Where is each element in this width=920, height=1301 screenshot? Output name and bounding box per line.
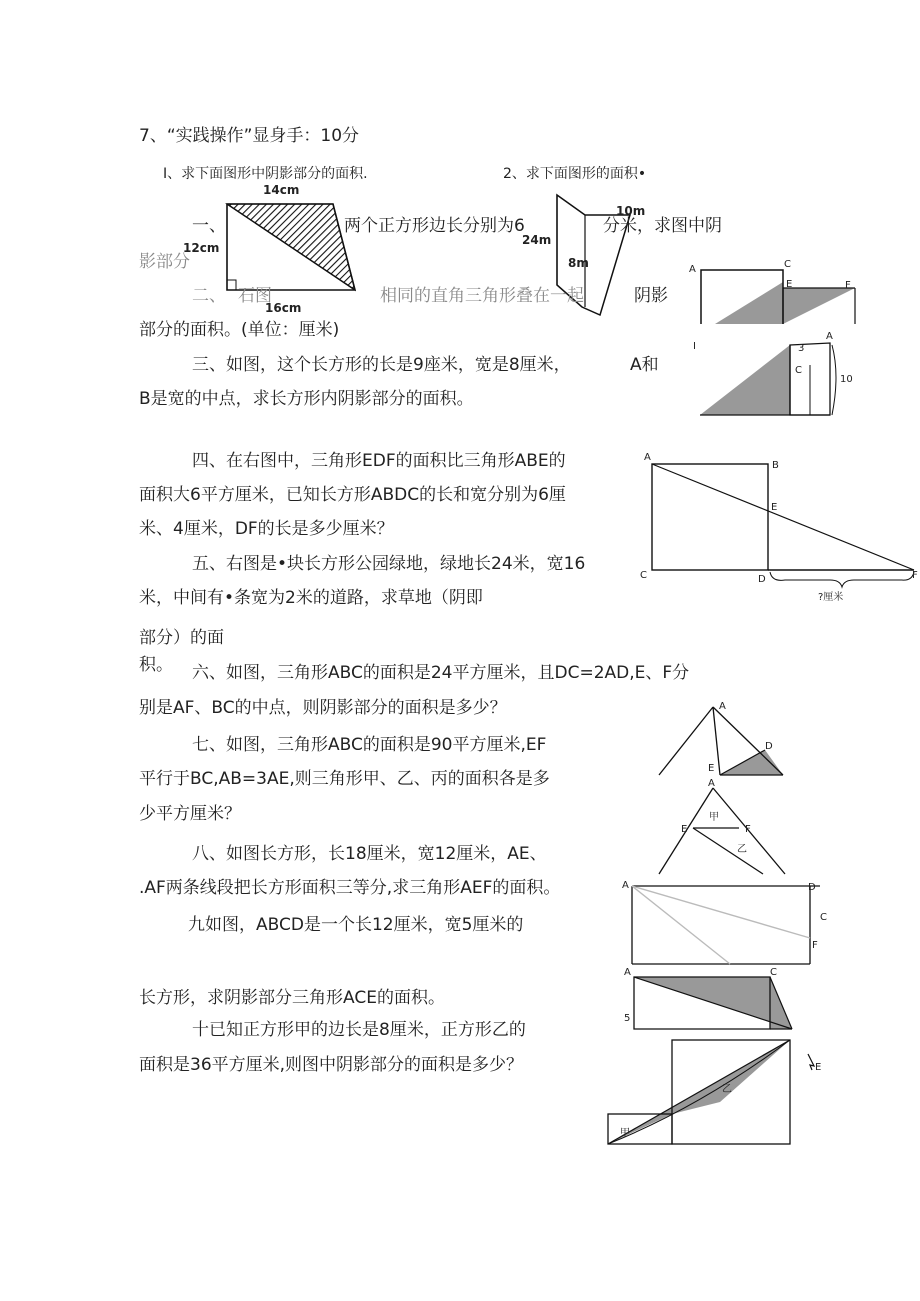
label-A7: A xyxy=(624,967,631,978)
subproblem-1-title: I、求下面图形中阴影部分的面积. xyxy=(163,166,368,182)
label-A3: A xyxy=(644,452,651,463)
label-F5: F xyxy=(745,824,751,835)
figure-rectangle-abdc xyxy=(640,450,920,605)
subproblem-2-title: 2、求下面图形的面积• xyxy=(503,166,647,182)
problem-2-line1-c: 相同的直角三角形叠在一起 xyxy=(380,286,584,306)
problem-7-line3: 少平方厘米？ xyxy=(139,804,241,824)
figure-triangle-jia-yi xyxy=(655,778,795,878)
figure-triangle-abc-6 xyxy=(655,695,805,785)
label-3: 3 xyxy=(798,343,805,354)
figure-rectangle-ace xyxy=(620,965,800,1035)
problem-7-line2: 平行于BC,AB=3AE,则三角形甲、乙、丙的面积各是多 xyxy=(139,769,550,789)
problem-4-line3: 米、4厘米，DF的长是多少厘米？ xyxy=(139,519,394,539)
label-A4: A xyxy=(719,701,726,712)
label-C3: C xyxy=(640,570,647,581)
problem-3-line2: B是宽的中点，求长方形内阴影部分的面积。 xyxy=(139,389,474,409)
shaded-triangle xyxy=(715,282,783,324)
problem-8-line1: 八、如图长方形，长18厘米，宽12厘米，AE、 xyxy=(192,844,547,864)
problem-6-line1: 六、如图，三角形ABC的面积是24平方厘米，且DC=2AD,E、F分 xyxy=(192,663,690,683)
label-F: F xyxy=(845,280,851,291)
problem-9-line1: 九如图，ABCD是一个长12厘米，宽5厘米的 xyxy=(188,915,524,935)
label-16cm: 16cm xyxy=(265,301,302,315)
label-A6: A xyxy=(622,880,629,891)
problem-7-line1: 七、如图，三角形ABC的面积是90平方厘米,EF xyxy=(192,735,547,755)
shaded-triangle-6 xyxy=(720,750,783,775)
label-D3: D xyxy=(758,574,766,585)
problem-10-line2: 面积是36平方厘米,则图中阴影部分的面积是多少？ xyxy=(139,1055,524,1075)
label-F3: F xyxy=(912,570,918,581)
problem-5-line1: 五、右图是•块长方形公园绿地，绿地长24米，宽16 xyxy=(192,554,586,574)
label-10: 10 xyxy=(840,374,853,385)
label-B3: B xyxy=(772,460,779,471)
shaded-region xyxy=(700,345,790,415)
problem-5-line4: 积。 xyxy=(139,655,173,675)
label-C7: C xyxy=(770,967,777,978)
label-yi: 乙 xyxy=(737,844,747,855)
label-12cm: 12cm xyxy=(183,241,220,255)
label-C2: C xyxy=(795,365,802,376)
figure-two-squares xyxy=(685,258,860,328)
problem-3-line1: 三、如图，这个长方形的长是9座米，宽是8厘米， xyxy=(192,355,571,375)
label-C6: C xyxy=(820,912,827,923)
problem-5-line2: 米，中间有•条宽为2米的道路，求草地（阴即 xyxy=(139,588,483,608)
figure-hatched-trapezoid xyxy=(183,180,375,320)
figure-overlapping-triangles xyxy=(690,331,860,430)
problem-1-line1-c: 分米，求图中阴 xyxy=(603,216,722,236)
problem-1-line2: 影部分 xyxy=(139,252,190,272)
figure-rectangle-trisected xyxy=(620,878,840,968)
figure-squares-jia-yi xyxy=(600,1032,830,1152)
problem-2-line2: 部分的面积。(单位：厘米) xyxy=(139,320,340,340)
label-D4: D xyxy=(765,741,773,752)
label-5: 5 xyxy=(624,1013,631,1024)
label-yi-10: 乙 xyxy=(722,1084,732,1095)
problem-1-line1-b: 两个正方形边长分别为6 xyxy=(344,216,525,236)
label-A5: A xyxy=(708,778,715,789)
label-E3: E xyxy=(771,502,778,513)
problem-3-line1-end: A和 xyxy=(630,355,659,375)
problem-5-line3: 部分）的面 xyxy=(139,628,224,648)
label-10m: 10m xyxy=(616,204,646,218)
label-E4: E xyxy=(708,763,715,774)
problem-6-line2: 别是AF、BC的中点，则阴影部分的面积是多少？ xyxy=(139,698,507,718)
label-A2: A xyxy=(826,331,833,342)
section-title: 7、“实践操作”显身手：10分 xyxy=(139,126,360,146)
problem-8-line2: .AF两条线段把长方形面积三等分,求三角形AEF的面积。 xyxy=(139,878,561,898)
label-question-cm: ?厘米 xyxy=(818,592,844,603)
label-C: C xyxy=(784,259,791,270)
label-D6: D xyxy=(808,882,816,893)
label-E5: E xyxy=(681,824,688,835)
label-F6: F xyxy=(812,940,818,951)
label-A: A xyxy=(689,264,696,275)
label-24m: 24m xyxy=(522,233,552,247)
problem-2-line1-b: 石图 xyxy=(238,286,272,306)
label-14cm: 14cm xyxy=(263,183,300,197)
problem-4-line2: 面积大6平方厘米，已知长方形ABDC的长和宽分别为6厘 xyxy=(139,485,566,505)
label-jia-10: 甲 xyxy=(620,1128,630,1139)
label-I: I xyxy=(693,341,696,352)
label-E10: E xyxy=(815,1062,822,1073)
label-8m: 8m xyxy=(568,256,589,270)
problem-9-line2: 长方形，求阴影部分三角形ACE的面积。 xyxy=(139,988,445,1008)
problem-2-line1-d: 阴影 xyxy=(634,286,668,306)
problem-1-line1-a: 一、 xyxy=(192,216,226,236)
problem-2-line1-a: 二、 xyxy=(192,286,226,306)
label-jia: 甲 xyxy=(709,812,719,823)
label-E: E xyxy=(786,279,793,290)
problem-10-line1: 十已知正方形甲的边长是8厘米，正方形乙的 xyxy=(192,1020,526,1040)
problem-4-line1: 四、在右图中，三角形EDF的面积比三角形ABE的 xyxy=(192,451,566,471)
